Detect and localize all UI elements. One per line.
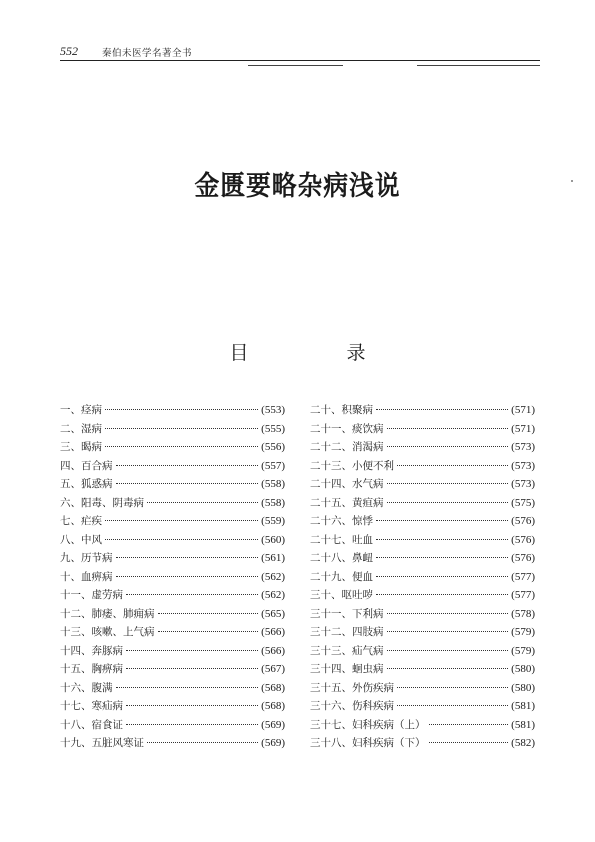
toc-entry-page: (561)	[261, 552, 285, 564]
toc-entry-page: (580)	[511, 663, 535, 675]
toc-entry-title: 十二、肺痿、肺痈病	[60, 607, 155, 620]
toc-entry-title: 十四、奔豚病	[60, 644, 123, 657]
toc-entry[interactable]	[310, 643, 535, 662]
chapter-title: 金匮要略杂病浅说	[194, 171, 401, 202]
toc-entry-page: (571)	[511, 422, 535, 435]
toc-entry-title: 十九、五脏风寒证	[60, 737, 144, 749]
toc-leader-dots	[387, 667, 509, 669]
toc-entry-page: (577)	[511, 589, 535, 601]
header-rule	[60, 60, 540, 61]
header-rule-fragment	[417, 65, 540, 66]
toc-entry-title: 八、中风	[60, 533, 102, 546]
toc-entry-page: (576)	[511, 533, 535, 546]
toc-entry-page: (581)	[511, 700, 535, 712]
toc-entry-title: 四、百合病	[60, 459, 113, 472]
toc-entry[interactable]	[60, 680, 285, 699]
toc-entry[interactable]	[310, 513, 535, 532]
toc-leader-dots	[105, 519, 258, 521]
toc-entry[interactable]	[310, 458, 535, 477]
toc-entry-title: 二十五、黄疸病	[310, 496, 384, 509]
toc-entry-page: (558)	[261, 496, 285, 509]
toc-entry[interactable]	[310, 569, 535, 588]
toc-leader-dots	[376, 593, 508, 595]
toc-leader-dots	[116, 482, 259, 484]
toc-entry[interactable]	[60, 587, 285, 606]
toc-entry[interactable]	[60, 476, 285, 495]
toc-entry-title: 二十六、惊悸	[310, 515, 373, 527]
toc-entry-title: 十七、寒疝病	[60, 700, 123, 712]
toc-entry-page: (578)	[511, 607, 535, 620]
toc-leader-dots	[387, 445, 509, 447]
toc-entry-title: 二十、积聚病	[310, 404, 373, 416]
toc-entry-title: 二十四、水气病	[310, 478, 384, 490]
toc-leader-dots	[387, 482, 509, 484]
toc-entry-page: (568)	[261, 681, 285, 694]
toc-entry[interactable]	[60, 569, 285, 588]
toc-entry[interactable]	[310, 680, 535, 699]
toc-entry-title: 十六、腹满	[60, 681, 113, 694]
toc-right-column	[310, 402, 535, 754]
toc-entry-title: 三、暍病	[60, 441, 102, 453]
toc-entry-title: 十三、咳嗽、上气病	[60, 626, 155, 638]
toc-leader-dots	[376, 575, 508, 577]
toc-entry-page: (579)	[511, 644, 535, 657]
toc-entry-page: (566)	[261, 644, 285, 657]
toc-leader-dots	[116, 575, 259, 577]
toc-entry-title: 二、湿病	[60, 422, 102, 435]
toc-entry-page: (576)	[511, 552, 535, 564]
toc-entry-title: 九、历节病	[60, 552, 113, 564]
toc-entry[interactable]	[310, 402, 535, 421]
toc-entry[interactable]	[310, 624, 535, 643]
toc-entry[interactable]	[60, 439, 285, 458]
toc-entry-title: 一、痉病	[60, 404, 102, 416]
toc-leader-dots	[105, 445, 258, 447]
toc-entry[interactable]	[60, 495, 285, 514]
toc-leader-dots	[376, 519, 508, 521]
toc-heading: 目 录	[229, 342, 412, 364]
toc-leader-dots	[147, 501, 258, 503]
toc-leader-dots	[429, 741, 509, 743]
toc-entry-page: (557)	[261, 459, 285, 472]
page-number: 552	[60, 44, 78, 58]
toc-entry-title: 三十三、疝气病	[310, 644, 384, 657]
toc-leader-dots	[126, 593, 258, 595]
toc-entry[interactable]	[60, 624, 285, 643]
toc-entry-title: 十一、虚劳病	[60, 589, 123, 601]
toc-leader-dots	[116, 464, 259, 466]
toc-entry-page: (575)	[511, 496, 535, 509]
toc-leader-dots	[376, 556, 508, 558]
toc-entry-page: (573)	[511, 459, 535, 472]
toc-entry[interactable]	[60, 402, 285, 421]
toc-entry-title: 二十八、鼻衄	[310, 552, 373, 564]
toc-entry[interactable]	[60, 698, 285, 717]
toc-entry-page: (555)	[261, 422, 285, 435]
toc-entry-title: 三十一、下利病	[310, 607, 384, 620]
toc-leader-dots	[376, 408, 508, 410]
toc-entry[interactable]	[60, 532, 285, 551]
toc-entry-title: 二十二、消渴病	[310, 441, 384, 453]
toc-entry-title: 二十三、小便不利	[310, 459, 394, 472]
toc-entry[interactable]	[60, 717, 285, 736]
toc-leader-dots	[397, 686, 508, 688]
toc-entry-page: (562)	[261, 570, 285, 583]
toc-entry[interactable]	[310, 698, 535, 717]
toc-entry[interactable]	[310, 495, 535, 514]
toc-entry-page: (569)	[261, 737, 285, 749]
toc-leader-dots	[397, 704, 508, 706]
toc-entry[interactable]	[310, 735, 535, 754]
toc-entry[interactable]	[60, 735, 285, 754]
toc-entry-title: 六、阳毒、阴毒病	[60, 496, 144, 509]
toc-entry[interactable]	[310, 476, 535, 495]
toc-entry-page: (569)	[261, 718, 285, 731]
toc-entry-title: 三十四、蛔虫病	[310, 663, 384, 675]
toc-entry[interactable]	[310, 606, 535, 625]
toc-entry-page: (568)	[261, 700, 285, 712]
book-title: 秦伯未医学名著全书	[102, 48, 193, 59]
toc-entry[interactable]	[60, 661, 285, 680]
toc-leader-dots	[376, 538, 508, 540]
toc-entry-page: (559)	[261, 515, 285, 527]
scan-speck	[571, 180, 573, 182]
toc-leader-dots	[158, 630, 259, 632]
toc-entry[interactable]	[310, 550, 535, 569]
toc-leader-dots	[387, 612, 509, 614]
toc-leader-dots	[116, 556, 259, 558]
toc-leader-dots	[387, 630, 509, 632]
toc-leader-dots	[158, 612, 259, 614]
toc-leader-dots	[126, 704, 258, 706]
toc-entry-page: (573)	[511, 441, 535, 453]
toc-entry[interactable]	[60, 421, 285, 440]
toc-leader-dots	[126, 723, 258, 725]
toc-entry-title: 三十八、妇科疾病（下）	[310, 737, 426, 749]
toc-entry-page: (577)	[511, 570, 535, 583]
toc-entry-title: 五、狐惑病	[60, 478, 113, 490]
toc-leader-dots	[116, 686, 259, 688]
toc-entry[interactable]	[310, 717, 535, 736]
toc-leader-dots	[387, 501, 509, 503]
toc-entry[interactable]	[60, 513, 285, 532]
toc-entry[interactable]	[310, 439, 535, 458]
toc-entry-page: (553)	[261, 404, 285, 416]
toc-entry-title: 十五、胸痹病	[60, 663, 123, 675]
header-rule-fragment	[248, 65, 343, 66]
toc-entry[interactable]	[60, 550, 285, 569]
toc-entry-title: 七、疟疾	[60, 515, 102, 527]
toc-entry-title: 二十一、痰饮病	[310, 422, 384, 435]
toc-entry-title: 三十二、四肢病	[310, 626, 384, 638]
toc-leader-dots	[387, 427, 509, 429]
toc-entry[interactable]	[60, 606, 285, 625]
toc-entry[interactable]	[310, 421, 535, 440]
toc-leader-dots	[126, 649, 258, 651]
toc-entry-page: (571)	[511, 404, 535, 416]
toc-entry[interactable]	[60, 643, 285, 662]
toc-entry-title: 十八、宿食证	[60, 718, 123, 731]
toc-entry-title: 三十五、外伤疾病	[310, 681, 394, 694]
toc-entry[interactable]	[310, 532, 535, 551]
toc-entry-title: 二十七、吐血	[310, 533, 373, 546]
toc-entry-page: (567)	[261, 663, 285, 675]
toc-entry-page: (576)	[511, 515, 535, 527]
toc-leader-dots	[105, 427, 258, 429]
toc-entry-title: 三十七、妇科疾病（上）	[310, 718, 426, 731]
toc-entry-title: 三十、呕吐哕	[310, 589, 373, 601]
toc-entry[interactable]	[310, 661, 535, 680]
toc-entry-page: (580)	[511, 681, 535, 694]
toc-entry[interactable]	[60, 458, 285, 477]
toc-leader-dots	[126, 667, 258, 669]
toc-entry-page: (581)	[511, 718, 535, 731]
toc-left-column	[60, 402, 285, 754]
toc-entry-page: (562)	[261, 589, 285, 601]
toc-entry-page: (573)	[511, 478, 535, 490]
toc-entry-title: 三十六、伤科疾病	[310, 700, 394, 712]
toc-entry-page: (558)	[261, 478, 285, 490]
toc-leader-dots	[429, 723, 509, 725]
toc-leader-dots	[387, 649, 509, 651]
toc-leader-dots	[105, 408, 258, 410]
toc-entry-page: (556)	[261, 441, 285, 453]
toc-entry-page: (566)	[261, 626, 285, 638]
toc-entry-title: 十、血痹病	[60, 570, 113, 583]
toc-entry-page: (560)	[261, 533, 285, 546]
toc-entry-page: (582)	[511, 737, 535, 749]
toc-entry[interactable]	[310, 587, 535, 606]
toc-leader-dots	[105, 538, 258, 540]
toc-entry-page: (579)	[511, 626, 535, 638]
toc-entry-page: (565)	[261, 607, 285, 620]
toc-leader-dots	[147, 741, 258, 743]
toc-entry-title: 二十九、便血	[310, 570, 373, 583]
toc-leader-dots	[397, 464, 508, 466]
